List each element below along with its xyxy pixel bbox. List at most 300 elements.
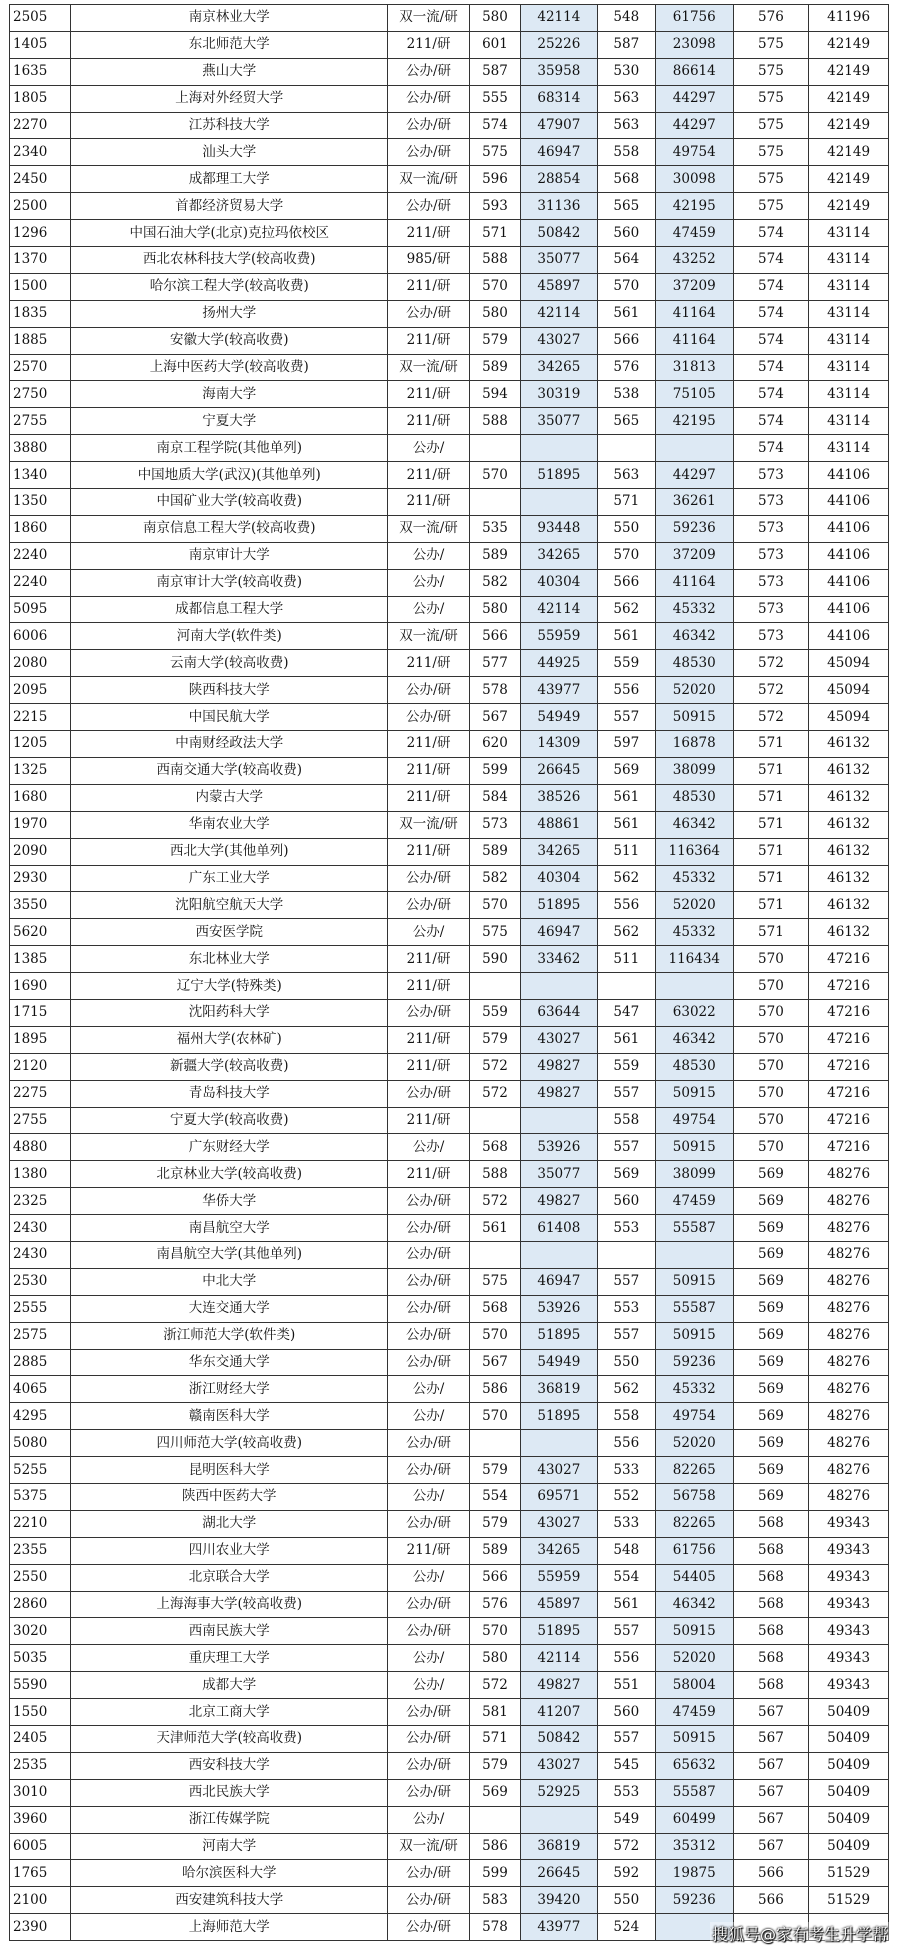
rank-2022-cell: 53926 bbox=[521, 1134, 598, 1161]
score-2023-cell: 568 bbox=[733, 1510, 809, 1537]
school-type-cell: 211/研 bbox=[388, 1161, 470, 1188]
score-2021-cell: 570 bbox=[597, 273, 655, 300]
score-2022-cell: 571 bbox=[469, 1726, 520, 1753]
score-2023-cell: 568 bbox=[733, 1618, 809, 1645]
score-2021-cell: 533 bbox=[597, 1510, 655, 1537]
school-code-cell: 2530 bbox=[10, 1268, 71, 1295]
rank-2023-cell: 50409 bbox=[809, 1699, 889, 1726]
table-row bbox=[10, 85, 889, 112]
rank-2022-cell: 43977 bbox=[521, 677, 598, 704]
school-code-cell: 1205 bbox=[10, 731, 71, 758]
rank-2023-cell: 49343 bbox=[809, 1618, 889, 1645]
school-code-cell: 1296 bbox=[10, 220, 71, 247]
rank-2022-cell: 35958 bbox=[521, 58, 598, 85]
score-2023-cell: 569 bbox=[733, 1403, 809, 1430]
score-2021-cell: 557 bbox=[597, 704, 655, 731]
rank-2022-cell: 68314 bbox=[521, 85, 598, 112]
rank-2022-cell bbox=[521, 1241, 598, 1268]
score-2021-cell: 554 bbox=[597, 1564, 655, 1591]
school-type-cell: 公办/ bbox=[388, 1645, 470, 1672]
school-code-cell: 2275 bbox=[10, 1080, 71, 1107]
rank-2023-cell: 47216 bbox=[809, 1134, 889, 1161]
school-code-cell: 5095 bbox=[10, 596, 71, 623]
score-2023-cell: 573 bbox=[733, 623, 809, 650]
table-row bbox=[10, 31, 889, 58]
table-row bbox=[10, 1537, 889, 1564]
rank-2022-cell bbox=[521, 1806, 598, 1833]
rank-2023-cell: 49343 bbox=[809, 1591, 889, 1618]
school-name-cell: 上海师范大学 bbox=[71, 1914, 388, 1941]
rank-2023-cell: 48276 bbox=[809, 1215, 889, 1242]
score-2023-cell: 571 bbox=[733, 757, 809, 784]
school-name-cell: 首都经济贸易大学 bbox=[71, 193, 388, 220]
score-2022-cell: 582 bbox=[469, 865, 520, 892]
rank-2023-cell: 46132 bbox=[809, 892, 889, 919]
rank-2021-cell: 60499 bbox=[655, 1806, 733, 1833]
rank-2021-cell: 50915 bbox=[655, 1080, 733, 1107]
school-code-cell: 2885 bbox=[10, 1349, 71, 1376]
rank-2022-cell: 53926 bbox=[521, 1295, 598, 1322]
rank-2023-cell: 45094 bbox=[809, 677, 889, 704]
score-2022-cell: 579 bbox=[469, 327, 520, 354]
score-2023-cell: 569 bbox=[733, 1322, 809, 1349]
school-code-cell: 1895 bbox=[10, 1026, 71, 1053]
rank-2021-cell: 50915 bbox=[655, 704, 733, 731]
score-2022-cell: 579 bbox=[469, 1752, 520, 1779]
school-name-cell: 中北大学 bbox=[71, 1268, 388, 1295]
school-name-cell: 西北民族大学 bbox=[71, 1779, 388, 1806]
score-2022-cell bbox=[469, 973, 520, 1000]
school-type-cell: 公办/ bbox=[388, 1376, 470, 1403]
score-2022-cell: 569 bbox=[469, 1779, 520, 1806]
school-code-cell: 1970 bbox=[10, 811, 71, 838]
score-2021-cell: 556 bbox=[597, 892, 655, 919]
score-2023-cell: 569 bbox=[733, 1457, 809, 1484]
school-name-cell: 燕山大学 bbox=[71, 58, 388, 85]
table-row bbox=[10, 1376, 889, 1403]
score-2021-cell: 558 bbox=[597, 1107, 655, 1134]
rank-2021-cell: 50915 bbox=[655, 1134, 733, 1161]
school-name-cell: 辽宁大学(特殊类) bbox=[71, 973, 388, 1000]
rank-2022-cell: 50842 bbox=[521, 1726, 598, 1753]
school-code-cell: 2100 bbox=[10, 1887, 71, 1914]
rank-2021-cell: 46342 bbox=[655, 811, 733, 838]
school-name-cell: 海南大学 bbox=[71, 381, 388, 408]
rank-2022-cell: 51895 bbox=[521, 462, 598, 489]
rank-2022-cell: 51895 bbox=[521, 892, 598, 919]
score-2021-cell: 569 bbox=[597, 757, 655, 784]
school-code-cell: 1765 bbox=[10, 1860, 71, 1887]
rank-2023-cell: 48276 bbox=[809, 1268, 889, 1295]
score-2023-cell: 567 bbox=[733, 1726, 809, 1753]
school-code-cell: 2390 bbox=[10, 1914, 71, 1941]
school-code-cell: 2240 bbox=[10, 569, 71, 596]
rank-2022-cell: 51895 bbox=[521, 1322, 598, 1349]
school-name-cell: 沈阳药科大学 bbox=[71, 999, 388, 1026]
score-2023-cell: 573 bbox=[733, 569, 809, 596]
rank-2022-cell: 41207 bbox=[521, 1699, 598, 1726]
rank-2022-cell: 42114 bbox=[521, 300, 598, 327]
score-2022-cell: 588 bbox=[469, 408, 520, 435]
school-code-cell: 5375 bbox=[10, 1483, 71, 1510]
score-2022-cell: 586 bbox=[469, 1833, 520, 1860]
table-row bbox=[10, 731, 889, 758]
school-type-cell: 双一流/研 bbox=[388, 5, 470, 32]
score-2021-cell: 566 bbox=[597, 569, 655, 596]
score-2021-cell: 572 bbox=[597, 1833, 655, 1860]
rank-2023-cell: 51529 bbox=[809, 1887, 889, 1914]
school-name-cell: 河南大学 bbox=[71, 1833, 388, 1860]
school-code-cell: 2755 bbox=[10, 408, 71, 435]
school-type-cell: 211/研 bbox=[388, 1026, 470, 1053]
school-code-cell: 2505 bbox=[10, 5, 71, 32]
school-type-cell: 公办/ bbox=[388, 542, 470, 569]
school-name-cell: 中国石油大学(北京)克拉玛依校区 bbox=[71, 220, 388, 247]
school-type-cell: 双一流/研 bbox=[388, 354, 470, 381]
rank-2021-cell: 47459 bbox=[655, 1188, 733, 1215]
school-type-cell: 211/研 bbox=[388, 1053, 470, 1080]
score-2023-cell: 574 bbox=[733, 435, 809, 462]
school-type-cell: 双一流/研 bbox=[388, 166, 470, 193]
score-2022-cell: 589 bbox=[469, 1537, 520, 1564]
rank-2022-cell: 93448 bbox=[521, 515, 598, 542]
school-code-cell: 1350 bbox=[10, 489, 71, 516]
school-name-cell: 上海海事大学(较高收费) bbox=[71, 1591, 388, 1618]
table-row bbox=[10, 166, 889, 193]
school-code-cell: 1550 bbox=[10, 1699, 71, 1726]
rank-2023-cell: 48276 bbox=[809, 1241, 889, 1268]
rank-2022-cell: 33462 bbox=[521, 946, 598, 973]
table-row bbox=[10, 515, 889, 542]
score-2022-cell: 570 bbox=[469, 273, 520, 300]
score-2021-cell: 549 bbox=[597, 1806, 655, 1833]
table-row bbox=[10, 1241, 889, 1268]
score-2022-cell: 554 bbox=[469, 1483, 520, 1510]
rank-2022-cell: 44925 bbox=[521, 650, 598, 677]
school-type-cell: 双一流/研 bbox=[388, 1833, 470, 1860]
rank-2023-cell: 45094 bbox=[809, 704, 889, 731]
score-2022-cell: 576 bbox=[469, 1591, 520, 1618]
score-2021-cell: 538 bbox=[597, 381, 655, 408]
rank-2022-cell: 49827 bbox=[521, 1672, 598, 1699]
rank-2023-cell: 48276 bbox=[809, 1430, 889, 1457]
rank-2021-cell: 38099 bbox=[655, 757, 733, 784]
school-code-cell: 1680 bbox=[10, 784, 71, 811]
school-code-cell: 2750 bbox=[10, 381, 71, 408]
school-code-cell: 1325 bbox=[10, 757, 71, 784]
score-2021-cell: 545 bbox=[597, 1752, 655, 1779]
score-2021-cell: 561 bbox=[597, 1591, 655, 1618]
school-name-cell: 西安建筑科技大学 bbox=[71, 1887, 388, 1914]
score-2023-cell: 575 bbox=[733, 139, 809, 166]
rank-2022-cell: 55959 bbox=[521, 623, 598, 650]
school-code-cell: 1385 bbox=[10, 946, 71, 973]
rank-2021-cell: 31813 bbox=[655, 354, 733, 381]
score-2023-cell: 570 bbox=[733, 1107, 809, 1134]
score-2022-cell: 574 bbox=[469, 112, 520, 139]
school-name-cell: 扬州大学 bbox=[71, 300, 388, 327]
school-code-cell: 4295 bbox=[10, 1403, 71, 1430]
table-row bbox=[10, 1779, 889, 1806]
rank-2021-cell: 55587 bbox=[655, 1295, 733, 1322]
rank-2022-cell: 48861 bbox=[521, 811, 598, 838]
table-row bbox=[10, 381, 889, 408]
table-row bbox=[10, 650, 889, 677]
score-2022-cell: 573 bbox=[469, 811, 520, 838]
rank-2021-cell: 52020 bbox=[655, 1645, 733, 1672]
school-name-cell: 哈尔滨工程大学(较高收费) bbox=[71, 273, 388, 300]
table-row bbox=[10, 1752, 889, 1779]
rank-2021-cell: 65632 bbox=[655, 1752, 733, 1779]
school-type-cell: 985/研 bbox=[388, 247, 470, 274]
score-2023-cell: 573 bbox=[733, 542, 809, 569]
school-type-cell: 211/研 bbox=[388, 650, 470, 677]
rank-2021-cell: 49754 bbox=[655, 1403, 733, 1430]
school-name-cell: 南京林业大学 bbox=[71, 5, 388, 32]
rank-2023-cell: 49343 bbox=[809, 1564, 889, 1591]
table-row bbox=[10, 1053, 889, 1080]
rank-2023-cell: 50409 bbox=[809, 1726, 889, 1753]
score-2021-cell: 587 bbox=[597, 31, 655, 58]
table-row bbox=[10, 973, 889, 1000]
school-type-cell: 公办/研 bbox=[388, 58, 470, 85]
score-2021-cell: 561 bbox=[597, 300, 655, 327]
table-row bbox=[10, 757, 889, 784]
rank-2022-cell: 43027 bbox=[521, 327, 598, 354]
rank-2021-cell: 50915 bbox=[655, 1726, 733, 1753]
table-row bbox=[10, 193, 889, 220]
rank-2023-cell: 46132 bbox=[809, 731, 889, 758]
school-name-cell: 重庆理工大学 bbox=[71, 1645, 388, 1672]
school-code-cell: 2500 bbox=[10, 193, 71, 220]
school-type-cell: 211/研 bbox=[388, 381, 470, 408]
school-type-cell: 公办/ bbox=[388, 1403, 470, 1430]
rank-2022-cell: 47907 bbox=[521, 112, 598, 139]
school-code-cell: 2210 bbox=[10, 1510, 71, 1537]
school-type-cell: 公办/ bbox=[388, 1806, 470, 1833]
score-2022-cell: 575 bbox=[469, 1268, 520, 1295]
rank-2023-cell: 46132 bbox=[809, 838, 889, 865]
score-2022-cell: 568 bbox=[469, 1134, 520, 1161]
score-2023-cell: 568 bbox=[733, 1645, 809, 1672]
score-2023-cell: 569 bbox=[733, 1430, 809, 1457]
school-name-cell: 新疆大学(较高收费) bbox=[71, 1053, 388, 1080]
rank-2023-cell: 43114 bbox=[809, 408, 889, 435]
rank-2023-cell: 46132 bbox=[809, 757, 889, 784]
rank-2023-cell: 44106 bbox=[809, 489, 889, 516]
score-2021-cell: 560 bbox=[597, 220, 655, 247]
score-2022-cell: 586 bbox=[469, 1376, 520, 1403]
rank-2021-cell: 56758 bbox=[655, 1483, 733, 1510]
rank-2021-cell: 35312 bbox=[655, 1833, 733, 1860]
score-2022-cell: 570 bbox=[469, 892, 520, 919]
score-2022-cell: 588 bbox=[469, 247, 520, 274]
rank-2022-cell: 50842 bbox=[521, 220, 598, 247]
school-code-cell: 1835 bbox=[10, 300, 71, 327]
school-name-cell: 上海中医药大学(较高收费) bbox=[71, 354, 388, 381]
rank-2023-cell: 48276 bbox=[809, 1403, 889, 1430]
rank-2023-cell: 50409 bbox=[809, 1833, 889, 1860]
score-2022-cell: 559 bbox=[469, 999, 520, 1026]
table-body bbox=[10, 5, 889, 1941]
rank-2023-cell: 47216 bbox=[809, 973, 889, 1000]
score-2022-cell: 582 bbox=[469, 569, 520, 596]
school-type-cell: 211/研 bbox=[388, 731, 470, 758]
school-type-cell: 双一流/研 bbox=[388, 623, 470, 650]
score-2022-cell: 580 bbox=[469, 596, 520, 623]
school-code-cell: 2120 bbox=[10, 1053, 71, 1080]
score-2023-cell: 574 bbox=[733, 273, 809, 300]
rank-2022-cell: 51895 bbox=[521, 1403, 598, 1430]
school-name-cell: 西安科技大学 bbox=[71, 1752, 388, 1779]
rank-2023-cell: 48276 bbox=[809, 1188, 889, 1215]
rank-2022-cell: 40304 bbox=[521, 865, 598, 892]
rank-2021-cell: 61756 bbox=[655, 1537, 733, 1564]
rank-2023-cell: 47216 bbox=[809, 946, 889, 973]
school-name-cell: 江苏科技大学 bbox=[71, 112, 388, 139]
school-code-cell: 2080 bbox=[10, 650, 71, 677]
score-2021-cell: 550 bbox=[597, 1887, 655, 1914]
rank-2022-cell: 43027 bbox=[521, 1026, 598, 1053]
rank-2022-cell: 52925 bbox=[521, 1779, 598, 1806]
score-2023-cell: 570 bbox=[733, 973, 809, 1000]
school-name-cell: 南昌航空大学(其他单列) bbox=[71, 1241, 388, 1268]
school-name-cell: 广东财经大学 bbox=[71, 1134, 388, 1161]
table-row bbox=[10, 1268, 889, 1295]
rank-2021-cell: 63022 bbox=[655, 999, 733, 1026]
rank-2021-cell: 86614 bbox=[655, 58, 733, 85]
table-row bbox=[10, 58, 889, 85]
school-code-cell: 2930 bbox=[10, 865, 71, 892]
rank-2022-cell: 34265 bbox=[521, 542, 598, 569]
score-2021-cell: 556 bbox=[597, 677, 655, 704]
school-name-cell: 四川农业大学 bbox=[71, 1537, 388, 1564]
table-row bbox=[10, 596, 889, 623]
score-2022-cell: 581 bbox=[469, 1699, 520, 1726]
score-2022-cell: 535 bbox=[469, 515, 520, 542]
table-row bbox=[10, 1860, 889, 1887]
school-type-cell: 公办/研 bbox=[388, 1510, 470, 1537]
score-2021-cell: 564 bbox=[597, 247, 655, 274]
score-2021-cell: 565 bbox=[597, 193, 655, 220]
score-2021-cell bbox=[597, 973, 655, 1000]
rank-2022-cell: 42114 bbox=[521, 596, 598, 623]
score-2021-cell: 556 bbox=[597, 1430, 655, 1457]
rank-2021-cell: 49754 bbox=[655, 1107, 733, 1134]
score-2023-cell: 570 bbox=[733, 1134, 809, 1161]
score-2023-cell: 574 bbox=[733, 220, 809, 247]
rank-2021-cell: 50915 bbox=[655, 1268, 733, 1295]
score-2021-cell: 558 bbox=[597, 139, 655, 166]
rank-2022-cell: 35077 bbox=[521, 1161, 598, 1188]
rank-2023-cell: 47216 bbox=[809, 1080, 889, 1107]
school-type-cell: 公办/研 bbox=[388, 1726, 470, 1753]
rank-2022-cell bbox=[521, 435, 598, 462]
rank-2021-cell: 82265 bbox=[655, 1457, 733, 1484]
table-row bbox=[10, 1188, 889, 1215]
score-2021-cell: 533 bbox=[597, 1457, 655, 1484]
rank-2023-cell: 44106 bbox=[809, 515, 889, 542]
table-row bbox=[10, 838, 889, 865]
score-2023-cell: 567 bbox=[733, 1699, 809, 1726]
rank-2021-cell: 61756 bbox=[655, 5, 733, 32]
score-2022-cell: 566 bbox=[469, 623, 520, 650]
school-name-cell: 西北农林科技大学(较高收费) bbox=[71, 247, 388, 274]
rank-2023-cell: 50409 bbox=[809, 1779, 889, 1806]
school-type-cell: 公办/研 bbox=[388, 892, 470, 919]
table-row bbox=[10, 1699, 889, 1726]
score-2022-cell: 570 bbox=[469, 1322, 520, 1349]
rank-2021-cell: 52020 bbox=[655, 1430, 733, 1457]
score-2021-cell: 559 bbox=[597, 650, 655, 677]
score-2021-cell: 548 bbox=[597, 5, 655, 32]
score-2022-cell: 590 bbox=[469, 946, 520, 973]
rank-2021-cell: 52020 bbox=[655, 677, 733, 704]
school-name-cell: 四川师范大学(较高收费) bbox=[71, 1430, 388, 1457]
score-2021-cell: 571 bbox=[597, 489, 655, 516]
score-2022-cell: 572 bbox=[469, 1188, 520, 1215]
rank-2021-cell: 41164 bbox=[655, 569, 733, 596]
rank-2021-cell bbox=[655, 973, 733, 1000]
score-2023-cell: 571 bbox=[733, 731, 809, 758]
table-row bbox=[10, 1672, 889, 1699]
rank-2023-cell: 44106 bbox=[809, 462, 889, 489]
school-code-cell: 3960 bbox=[10, 1806, 71, 1833]
score-2023-cell: 571 bbox=[733, 919, 809, 946]
school-code-cell: 1380 bbox=[10, 1161, 71, 1188]
score-2023-cell: 569 bbox=[733, 1376, 809, 1403]
score-2022-cell: 567 bbox=[469, 704, 520, 731]
rank-2021-cell: 36261 bbox=[655, 489, 733, 516]
school-code-cell: 1405 bbox=[10, 31, 71, 58]
rank-2021-cell: 41164 bbox=[655, 300, 733, 327]
table-row bbox=[10, 489, 889, 516]
score-2021-cell: 557 bbox=[597, 1134, 655, 1161]
rank-2021-cell: 59236 bbox=[655, 1349, 733, 1376]
score-2021-cell: 550 bbox=[597, 1349, 655, 1376]
rank-2022-cell: 46947 bbox=[521, 1268, 598, 1295]
rank-2021-cell: 55587 bbox=[655, 1215, 733, 1242]
school-type-cell: 公办/研 bbox=[388, 1430, 470, 1457]
school-type-cell: 公办/研 bbox=[388, 193, 470, 220]
rank-2021-cell: 45332 bbox=[655, 1376, 733, 1403]
rank-2021-cell: 59236 bbox=[655, 515, 733, 542]
rank-2022-cell: 61408 bbox=[521, 1215, 598, 1242]
school-type-cell: 211/研 bbox=[388, 946, 470, 973]
score-2022-cell: 579 bbox=[469, 1510, 520, 1537]
score-2022-cell: 579 bbox=[469, 1457, 520, 1484]
score-2023-cell: 567 bbox=[733, 1752, 809, 1779]
rank-2022-cell: 25226 bbox=[521, 31, 598, 58]
score-2022-cell: 580 bbox=[469, 5, 520, 32]
rank-2023-cell: 43114 bbox=[809, 300, 889, 327]
school-type-cell: 公办/ bbox=[388, 1483, 470, 1510]
rank-2023-cell: 50409 bbox=[809, 1806, 889, 1833]
rank-2023-cell: 48276 bbox=[809, 1322, 889, 1349]
rank-2021-cell: 48530 bbox=[655, 784, 733, 811]
score-2021-cell: 561 bbox=[597, 811, 655, 838]
score-2021-cell: 563 bbox=[597, 85, 655, 112]
score-2023-cell: 571 bbox=[733, 892, 809, 919]
school-name-cell: 南京审计大学(较高收费) bbox=[71, 569, 388, 596]
rank-2021-cell: 58004 bbox=[655, 1672, 733, 1699]
school-name-cell: 西北大学(其他单列) bbox=[71, 838, 388, 865]
school-code-cell: 2430 bbox=[10, 1241, 71, 1268]
score-2021-cell: 570 bbox=[597, 542, 655, 569]
school-type-cell: 公办/研 bbox=[388, 704, 470, 731]
rank-2023-cell: 43114 bbox=[809, 273, 889, 300]
school-name-cell: 河南大学(软件类) bbox=[71, 623, 388, 650]
